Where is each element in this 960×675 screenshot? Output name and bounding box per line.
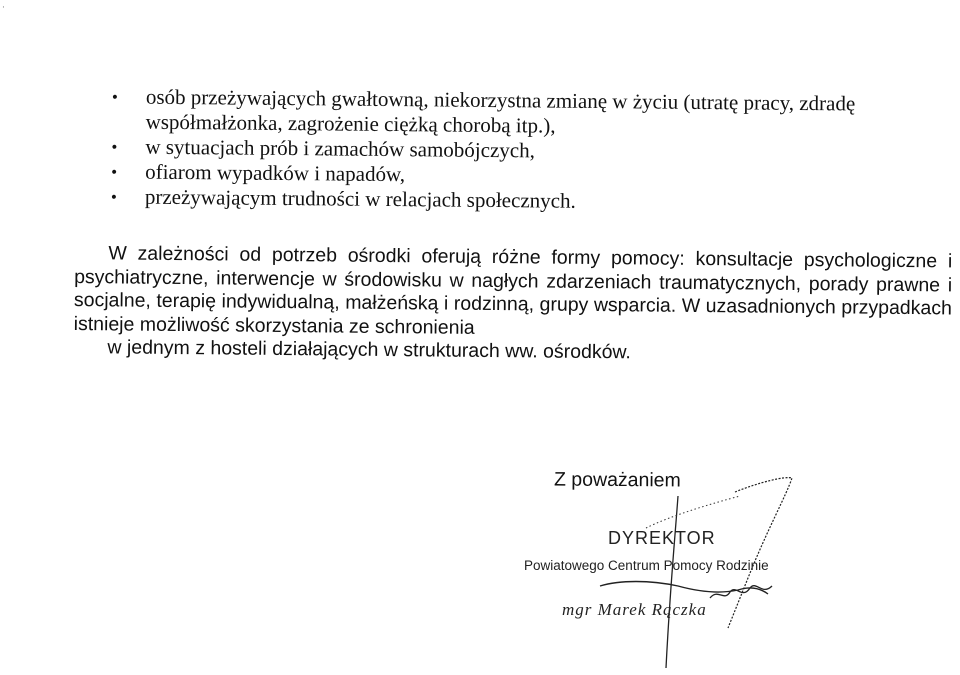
paragraph-text: W zależności od potrzeb ośrodki oferują różne formy pomocy: konsultacje psychologiczne i psychiatryczne, interwencje w środowisku w nagłych zdarzeniach traumatycznych, porady prawne i socjalne, terapię indywidualną, małżeńską i rodzinną, grupy wsparcia. W uzasadnionych przypadkach istnieje możliwość skorzystania ze schronienia xyxy=(73,242,953,339)
bullet-icon: • xyxy=(111,162,118,182)
bullet-icon: • xyxy=(111,87,118,107)
list-item-text: ofiarom wypadków i napadów, xyxy=(145,159,406,187)
corner-mark: · xyxy=(2,3,5,13)
bullet-list xyxy=(75,84,954,217)
stamp-name: mgr Marek Rączka xyxy=(562,600,707,619)
closing-salutation: Z poważaniem xyxy=(553,468,681,492)
stamp-organization: Powiatowego Centrum Pomocy Rodzinie xyxy=(524,558,769,573)
bullet-icon: • xyxy=(110,187,117,207)
bullet-icon: • xyxy=(111,137,118,157)
stamp-title: DYREKTOR xyxy=(608,528,716,548)
director-stamp xyxy=(524,528,824,648)
body-paragraph xyxy=(73,242,952,368)
list-item-text: przeżywającym trudności w relacjach społecznych. xyxy=(144,184,576,213)
signature-stroke xyxy=(646,496,740,528)
list-item-text: osób przeżywających gwałtowną, niekorzystna zmianę w życiu (utratę pracy, zdradę współmałżonka, zagrożenie ciężką chorobą itp.), xyxy=(145,84,856,138)
paragraph-last-line: w jednym z hosteli działających w strukturach ww. ośrodków. xyxy=(107,336,632,364)
list-item xyxy=(76,84,954,142)
document-body xyxy=(73,84,954,368)
list-item-text: w sytuacjach prób i zamachów samobójczych, xyxy=(145,134,536,163)
